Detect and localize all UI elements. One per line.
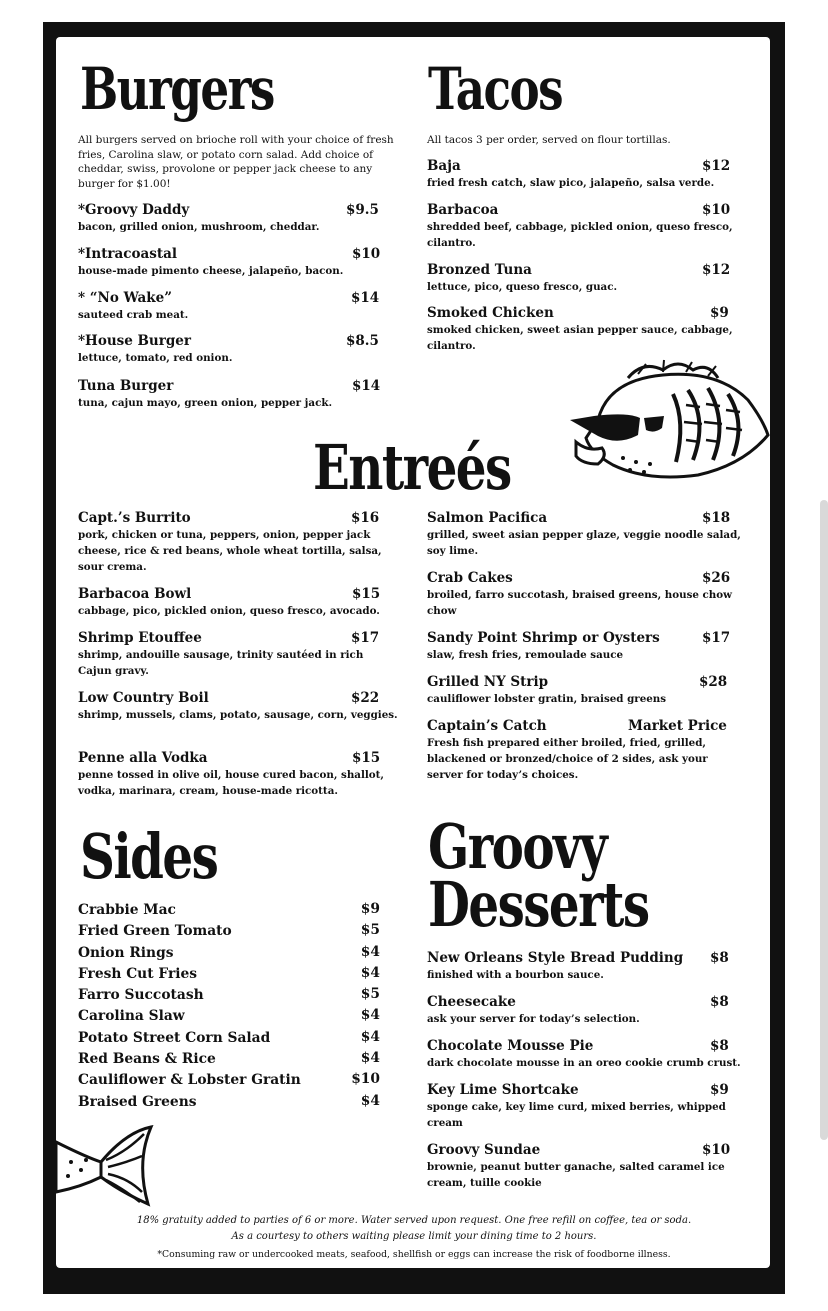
item-name: Cheesecake xyxy=(427,994,516,1010)
item-desc: lettuce, tomato, red onion. xyxy=(78,352,233,364)
menu-item xyxy=(78,630,398,679)
item-desc: brownie, peanut butter ganache, salted caramel ice cream, tuille cookie xyxy=(427,1161,725,1189)
menu-item xyxy=(427,674,747,707)
item-name: Sandy Point Shrimp or Oysters xyxy=(427,630,660,646)
item-desc: shredded beef, cabbage, pickled onion, queso fresco, cilantro. xyxy=(427,221,733,249)
item-desc: slaw, fresh fries, remoulade sauce xyxy=(427,649,624,661)
desserts-heading-line1: Groovy xyxy=(428,810,607,883)
item-name: * “No Wake” xyxy=(78,290,173,306)
item-desc: bacon, grilled onion, mushroom, cheddar. xyxy=(78,221,320,233)
side-item xyxy=(78,963,380,984)
item-name: Baja xyxy=(427,158,461,174)
item-desc: house-made pimento cheese, jalapeño, bacon. xyxy=(78,265,344,277)
side-name: Cauliflower & Lobster Gratin xyxy=(78,1072,301,1088)
item-name: Barbacoa Bowl xyxy=(78,586,192,602)
menu-item xyxy=(78,202,380,235)
menu-item xyxy=(78,510,398,575)
item-name: Bronzed Tuna xyxy=(427,262,532,278)
item-desc: pork, chicken or tuna, peppers, onion, pepper jack cheese, rice & red beans, whole wheat tortilla, salsa, sour crema. xyxy=(78,529,382,573)
item-desc: Fresh fish prepared either broiled, fried, grilled, blackened or bronzed/choice of 2 sides, ask your server for today’s choices. xyxy=(427,737,708,781)
side-name: Fried Green Tomato xyxy=(78,923,232,939)
item-price: $14 xyxy=(352,378,381,394)
side-price: $4 xyxy=(360,944,380,960)
side-price: $5 xyxy=(360,986,380,1002)
item-price: $10 xyxy=(352,246,381,262)
side-item xyxy=(78,1027,380,1048)
menu-item xyxy=(427,262,747,295)
item-price: $8 xyxy=(710,950,729,966)
side-price: $10 xyxy=(351,1071,380,1087)
side-name: Braised Greens xyxy=(78,1094,197,1110)
menu-item xyxy=(78,750,403,799)
side-name: Onion Rings xyxy=(78,945,174,961)
menu-item xyxy=(78,378,380,411)
item-name: Penne alla Vodka xyxy=(78,750,208,766)
menu-item xyxy=(78,246,380,279)
item-price: $10 xyxy=(702,1142,731,1158)
side-name: Red Beans & Rice xyxy=(78,1051,216,1067)
menu-item xyxy=(78,333,380,366)
item-price: $17 xyxy=(351,630,380,646)
item-desc: lettuce, pico, queso fresco, guac. xyxy=(427,281,618,293)
item-desc: smoked chicken, sweet asian pepper sauce, cabbage, cilantro. xyxy=(427,324,733,352)
side-item xyxy=(78,984,380,1005)
side-item xyxy=(78,1005,380,1026)
tacos-intro: All tacos 3 per order, served on flour tortillas. xyxy=(427,134,671,146)
side-item xyxy=(78,1048,380,1069)
item-price: $9 xyxy=(710,1082,729,1098)
item-price: $10 xyxy=(702,202,731,218)
side-item xyxy=(78,1069,380,1090)
fish-with-sunglasses-illustration xyxy=(568,360,770,488)
item-name: Grilled NY Strip xyxy=(427,674,549,690)
side-item xyxy=(78,920,380,941)
item-price: $12 xyxy=(702,158,731,174)
item-desc: grilled, sweet asian pepper glaze, veggie noodle salad, soy lime. xyxy=(427,529,741,557)
menu-item xyxy=(427,1082,749,1131)
item-name: *Intracoastal xyxy=(78,246,177,262)
item-name: Captain’s Catch xyxy=(427,718,547,734)
item-name: New Orleans Style Bread Pudding xyxy=(427,950,684,966)
item-price: $8.5 xyxy=(346,333,379,349)
item-price: $8 xyxy=(710,994,729,1010)
menu-item xyxy=(78,690,398,723)
item-desc: shrimp, mussels, clams, potato, sausage, corn, veggies. xyxy=(78,709,398,721)
menu-item xyxy=(427,158,747,191)
item-desc: cauliflower lobster gratin, braised greens xyxy=(427,693,667,705)
menu-item xyxy=(427,305,747,354)
side-name: Farro Succotash xyxy=(78,987,204,1003)
burgers-heading: Burgers xyxy=(80,55,274,123)
item-name: Barbacoa xyxy=(427,202,499,218)
item-desc: cabbage, pico, pickled onion, queso fresco, avocado. xyxy=(78,605,380,617)
item-price: $12 xyxy=(702,262,731,278)
menu-item xyxy=(427,570,752,619)
item-price: Market Price xyxy=(628,718,727,734)
item-name: Low Country Boil xyxy=(78,690,209,706)
item-name: Groovy Sundae xyxy=(427,1142,541,1158)
item-name: *House Burger xyxy=(78,333,192,349)
item-name: Crab Cakes xyxy=(427,570,513,586)
side-name: Fresh Cut Fries xyxy=(78,966,197,982)
menu-item xyxy=(427,1038,757,1071)
item-price: $26 xyxy=(702,570,731,586)
side-price: $4 xyxy=(360,1007,380,1023)
menu-item xyxy=(427,994,747,1027)
side-item xyxy=(78,899,380,920)
item-price: $28 xyxy=(699,674,728,690)
side-item xyxy=(78,942,380,963)
desserts-heading-line2: Desserts xyxy=(428,868,649,941)
item-name: Tuna Burger xyxy=(78,378,174,394)
item-desc: ask your server for today’s selection. xyxy=(427,1013,640,1025)
item-desc: fried fresh catch, slaw pico, jalapeño, salsa verde. xyxy=(427,177,715,189)
item-desc: shrimp, andouille sausage, trinity sautéed in rich Cajun gravy. xyxy=(78,649,364,677)
menu-item xyxy=(427,202,747,251)
item-price: $22 xyxy=(351,690,380,706)
side-name: Crabbie Mac xyxy=(78,902,176,918)
menu-item xyxy=(427,718,745,783)
item-name: Salmon Pacifica xyxy=(427,510,548,526)
fish-tail-illustration xyxy=(56,1122,156,1212)
side-name: Carolina Slaw xyxy=(78,1008,185,1024)
side-price: $4 xyxy=(360,965,380,981)
side-price: $4 xyxy=(360,1093,380,1109)
footer-consumer-advisory: *Consuming raw or undercooked meats, seafood, shellfish or eggs can increase the risk of foodborne illness. xyxy=(157,1249,671,1260)
item-name: Chocolate Mousse Pie xyxy=(427,1038,594,1054)
side-price: $4 xyxy=(360,1029,380,1045)
item-name: *Groovy Daddy xyxy=(78,202,190,218)
burgers-intro: All burgers served on brioche roll with your choice of fresh fries, Carolina slaw, or potato corn salad. Add choice of cheddar, swiss, provolone or pepper jack cheese to any burger for $1.00! xyxy=(78,134,394,190)
item-desc: finished with a bourbon sauce. xyxy=(427,969,604,981)
side-price: $9 xyxy=(360,901,380,917)
sides-heading: Sides xyxy=(80,820,218,893)
menu-item xyxy=(427,1142,749,1191)
item-price: $9 xyxy=(710,305,729,321)
item-name: Key Lime Shortcake xyxy=(427,1082,579,1098)
menu-item xyxy=(427,510,747,559)
item-name: Smoked Chicken xyxy=(427,305,554,321)
item-name: Capt.’s Burrito xyxy=(78,510,191,526)
item-price: $15 xyxy=(352,586,381,602)
item-price: $15 xyxy=(352,750,381,766)
item-desc: broiled, farro succotash, braised greens, house chow chow xyxy=(427,589,732,617)
tacos-heading: Tacos xyxy=(428,55,563,123)
menu-item xyxy=(427,950,747,983)
item-price: $8 xyxy=(710,1038,729,1054)
item-desc: penne tossed in olive oil, house cured bacon, shallot, vodka, marinara, cream, house-made ricotta. xyxy=(78,769,385,797)
side-price: $5 xyxy=(360,922,380,938)
item-name: Shrimp Etouffee xyxy=(78,630,202,646)
footer-gratuity-note: 18% gratuity added to parties of 6 or more. Water served upon request. One free refill on coffee, tea or soda. xyxy=(136,1215,692,1226)
item-price: $18 xyxy=(702,510,731,526)
item-price: $9.5 xyxy=(346,202,379,218)
item-price: $17 xyxy=(702,630,731,646)
item-price: $16 xyxy=(351,510,380,526)
side-price: $4 xyxy=(360,1050,380,1066)
footer-courtesy-note: As a courtesy to others waiting please limit your dining time to 2 hours. xyxy=(231,1231,597,1242)
item-desc: sauteed crab meat. xyxy=(78,309,189,321)
side-name: Potato Street Corn Salad xyxy=(78,1030,271,1046)
item-price: $14 xyxy=(351,290,380,306)
item-desc: tuna, cajun mayo, green onion, pepper jack. xyxy=(78,397,333,409)
menu-item xyxy=(78,586,398,619)
item-desc: dark chocolate mousse in an oreo cookie crumb crust. xyxy=(427,1057,741,1069)
menu-item xyxy=(427,630,747,663)
menu-item xyxy=(78,290,380,323)
side-item xyxy=(78,1091,380,1112)
entrees-heading: Entreés xyxy=(313,431,511,504)
scrollbar[interactable] xyxy=(820,500,828,1140)
item-desc: sponge cake, key lime curd, mixed berries, whipped cream xyxy=(427,1101,726,1129)
